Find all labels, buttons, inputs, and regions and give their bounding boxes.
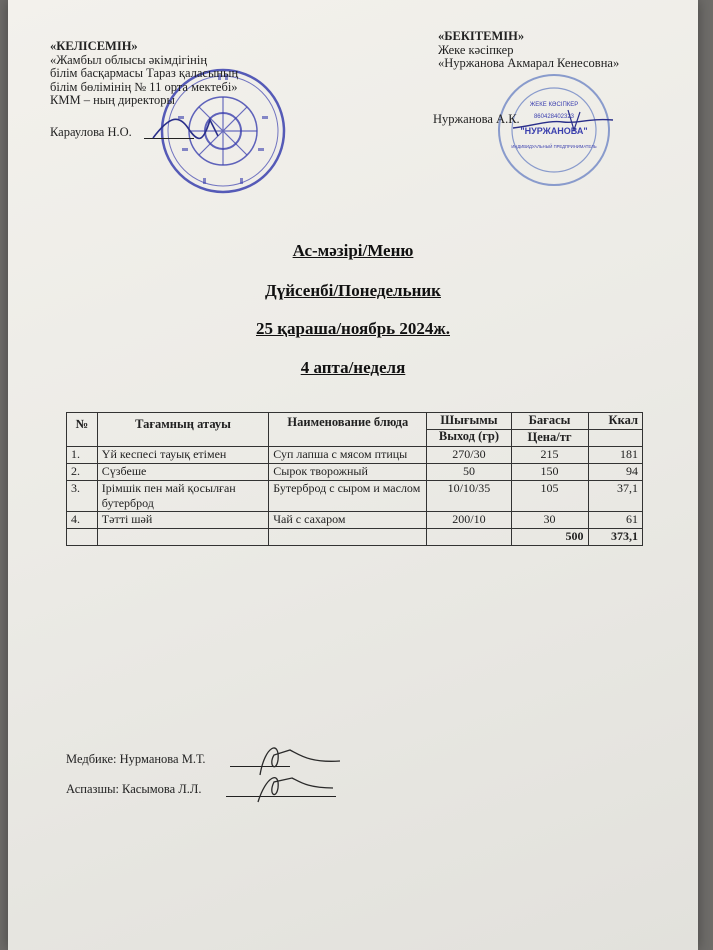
row-1-output: 270/30 bbox=[427, 447, 511, 464]
row-2-output: 50 bbox=[427, 464, 511, 481]
row-4-kcal: 61 bbox=[588, 512, 642, 529]
table-row bbox=[67, 512, 643, 529]
agreed-signer: Караулова Н.О. bbox=[50, 125, 132, 139]
agreed-line-1: «Жамбыл облысы әкімдігінің bbox=[50, 52, 208, 67]
stamp-bottom-text: ИНДИВИДУАЛЬНЫЙ ПРЕДПРИНИМАТЕЛЬ bbox=[511, 144, 597, 149]
header-kcal-blank bbox=[588, 430, 642, 447]
approved-signer: Нуржанова А.К. bbox=[433, 112, 520, 126]
row-2-kz: Сүзбеше bbox=[97, 464, 268, 481]
total-blank-4 bbox=[427, 529, 511, 546]
header-output-ru: Выход (гр) bbox=[427, 430, 511, 447]
approved-signature bbox=[508, 100, 618, 140]
stamp-name-text: "НУРЖАНОВА" bbox=[520, 126, 588, 136]
date-title: 25 қараша/ноябрь 2024ж. bbox=[255, 319, 450, 338]
approved-heading: «БЕКІТЕМІН» bbox=[438, 29, 525, 43]
week-title: 4 апта/неделя bbox=[300, 358, 406, 377]
day-title: Дүйсенбі/Понедельник bbox=[265, 281, 441, 300]
table-total-row bbox=[67, 529, 643, 546]
stamp-id-text: 860428402323 bbox=[533, 114, 575, 120]
nurse-signer: Медбике: Нурманова М.Т. bbox=[66, 752, 206, 766]
header-num: № bbox=[67, 413, 98, 447]
cook-signer: Аспазшы: Касымова Л.Л. bbox=[66, 782, 202, 796]
table-row bbox=[67, 481, 643, 512]
agreed-heading: «КЕЛІСЕМІН» bbox=[50, 39, 138, 53]
stamp-top-text: ЖЕКЕ КӘСІПКЕР bbox=[529, 102, 579, 108]
header-name-ru: Наименование блюда bbox=[269, 413, 427, 447]
row-4-kz: Тәтті шәй bbox=[97, 512, 268, 529]
row-1-ru: Суп лапша с мясом птицы bbox=[269, 447, 427, 464]
row-3-price: 105 bbox=[511, 481, 588, 512]
total-blank-2 bbox=[97, 529, 268, 546]
document-page bbox=[8, 0, 698, 950]
row-3-output: 10/10/35 bbox=[427, 481, 511, 512]
header-name-kz: Тағамның атауы bbox=[97, 413, 268, 447]
table-row bbox=[67, 447, 643, 464]
row-1-kz: Үй кеспесі тауық етімен bbox=[97, 447, 268, 464]
row-4-ru: Чай с сахаром bbox=[269, 512, 427, 529]
menu-title: Ас-мәзірі/Меню bbox=[292, 241, 414, 260]
approved-block bbox=[438, 30, 619, 71]
agreed-block bbox=[50, 40, 238, 108]
total-blank-3 bbox=[269, 529, 427, 546]
row-4-num: 4. bbox=[67, 512, 98, 529]
row-2-kcal: 94 bbox=[588, 464, 642, 481]
total-kcal: 373,1 bbox=[588, 529, 642, 546]
table-header-row-1 bbox=[67, 413, 643, 430]
row-3-kz: Ірімшік пен май қосылған бутерброд bbox=[97, 481, 268, 512]
row-1-kcal: 181 bbox=[588, 447, 642, 464]
row-2-ru: Сырок творожный bbox=[269, 464, 427, 481]
total-price: 500 bbox=[511, 529, 588, 546]
approved-line-2: «Нуржанова Акмарал Кенесовна» bbox=[438, 56, 620, 70]
table-row bbox=[67, 464, 643, 481]
row-3-num: 3. bbox=[67, 481, 98, 512]
header-price-ru: Цена/тг bbox=[511, 430, 588, 447]
total-blank-1 bbox=[67, 529, 98, 546]
agreed-line-4: КММ – ның директоры bbox=[50, 93, 175, 107]
row-1-num: 1. bbox=[67, 447, 98, 464]
row-2-price: 150 bbox=[511, 464, 588, 481]
header-output-kz: Шығымы bbox=[427, 413, 511, 430]
row-3-ru: Бутерброд с сыром и маслом bbox=[269, 481, 427, 512]
cook-signature bbox=[248, 764, 338, 806]
row-1-price: 215 bbox=[511, 447, 588, 464]
agreed-line-2: білім басқармасы Тараз қаласының bbox=[50, 66, 239, 80]
menu-table bbox=[66, 412, 643, 546]
row-4-output: 200/10 bbox=[427, 512, 511, 529]
header-kcal: Ккал bbox=[588, 413, 642, 430]
agreed-line-3: білім бөлімінің № 11 орта мектебі» bbox=[50, 79, 238, 94]
header-price-kz: Бағасы bbox=[511, 413, 588, 430]
row-3-kcal: 37,1 bbox=[588, 481, 642, 512]
row-2-num: 2. bbox=[67, 464, 98, 481]
approved-line-1: Жеке кәсіпкер bbox=[438, 42, 514, 57]
row-4-price: 30 bbox=[511, 512, 588, 529]
agreed-signature bbox=[148, 108, 228, 148]
